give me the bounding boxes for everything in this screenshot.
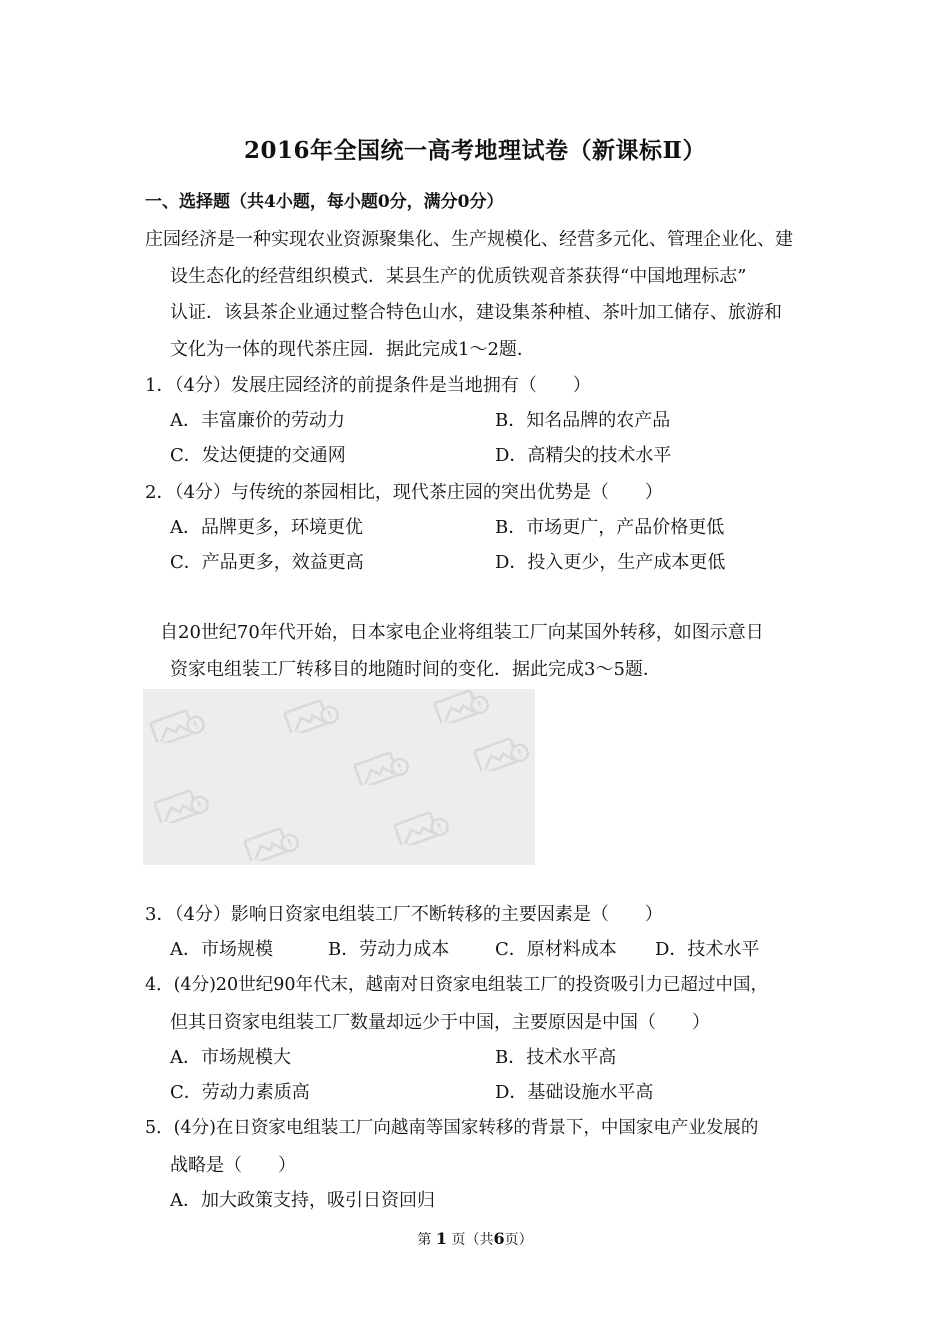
footer-total-pages: 6	[493, 1229, 505, 1248]
footer-middle: 页（共	[451, 1232, 494, 1248]
question-5-stem-line-1: 5．(4分)在日资家电组装工厂向越南等国家转移的背景下，中国家电产业发展的	[145, 1118, 759, 1138]
question-3-stem: 3．（4分）影响日资家电组装工厂不断转移的主要因素是（ ）	[145, 904, 663, 925]
question-2-option-c: C．产品更多，效益更高	[170, 552, 364, 573]
question-1-stem: 1．（4分）发展庄园经济的前提条件是当地拥有（ ）	[145, 375, 591, 396]
question-3-option-c: C．原材料成本	[495, 939, 617, 960]
image-placeholder-icon	[283, 699, 341, 733]
page-footer	[0, 1229, 950, 1249]
question-5-option-a: A．加大政策支持，吸引日资回归	[170, 1190, 435, 1211]
image-placeholder-icon	[473, 737, 531, 771]
passage1-line-2: 设生态化的经营组织模式．某县生产的优质铁观音茶获得“中国地理标志”	[170, 266, 747, 287]
question-3-option-d: D．技术水平	[655, 939, 760, 960]
question-1-option-a: A．丰富廉价的劳动力	[170, 410, 345, 431]
question-2-option-a: A．品牌更多，环境更优	[170, 517, 363, 538]
passage1-line-1: 庄园经济是一种实现农业资源聚集化、生产规模化、经营多元化、管理企业化、建	[145, 229, 793, 250]
figure-image-placeholder	[143, 689, 535, 865]
question-2-option-b: B．市场更广，产品价格更低	[495, 517, 725, 538]
question-4-stem-line-1: 4．(4分)20世纪90年代末，越南对日资家电组装工厂的投资吸引力已超过中国，	[145, 975, 768, 995]
passage2-line-1: 自20世纪70年代开始，日本家电企业将组装工厂向某国外转移，如图示意日	[160, 622, 764, 643]
question-1-option-d: D．高精尖的技术水平	[495, 445, 672, 466]
question-3-option-b: B．劳动力成本	[328, 939, 450, 960]
passage1-line-4: 文化为一体的现代茶庄园．据此完成1～2题．	[170, 339, 535, 360]
image-placeholder-icon	[433, 689, 491, 723]
image-placeholder-icon	[153, 789, 211, 823]
image-placeholder-icon	[393, 811, 451, 845]
image-placeholder-icon	[353, 751, 411, 785]
footer-page-number: 1	[435, 1229, 447, 1248]
footer-prefix: 第	[417, 1232, 432, 1248]
question-3-option-a: A．市场规模	[170, 939, 273, 960]
passage2-line-2: 资家电组装工厂转移目的地随时间的变化．据此完成3～5题．	[170, 659, 661, 680]
question-4-option-a: A．市场规模大	[170, 1047, 291, 1068]
question-1-option-b: B．知名品牌的农产品	[495, 410, 671, 431]
question-4-option-c: C．劳动力素质高	[170, 1082, 310, 1103]
image-placeholder-icon	[149, 709, 207, 743]
passage1-line-3: 认证．该县茶企业通过整合特色山水，建设集茶种植、茶叶加工储存、旅游和	[170, 302, 782, 323]
question-1-option-c: C．发达便捷的交通网	[170, 445, 346, 466]
question-4-option-d: D．基础设施水平高	[495, 1082, 654, 1103]
question-4-stem-line-2: 但其日资家电组装工厂数量却远少于中国，主要原因是中国（ ）	[170, 1012, 710, 1033]
section-heading: 一、选择题（共4小题，每小题0分，满分0分）	[145, 192, 504, 212]
question-2-stem: 2．（4分）与传统的茶园相比，现代茶庄园的突出优势是（ ）	[145, 482, 663, 503]
question-2-option-d: D．投入更少，生产成本更低	[495, 552, 726, 573]
page-title: 2016年全国统一高考地理试卷（新课标Ⅱ）	[244, 137, 706, 164]
question-5-stem-line-2: 战略是（ ）	[170, 1155, 296, 1176]
image-placeholder-icon	[243, 827, 301, 861]
question-4-option-b: B．技术水平高	[495, 1047, 617, 1068]
footer-suffix: 页）	[504, 1232, 533, 1248]
